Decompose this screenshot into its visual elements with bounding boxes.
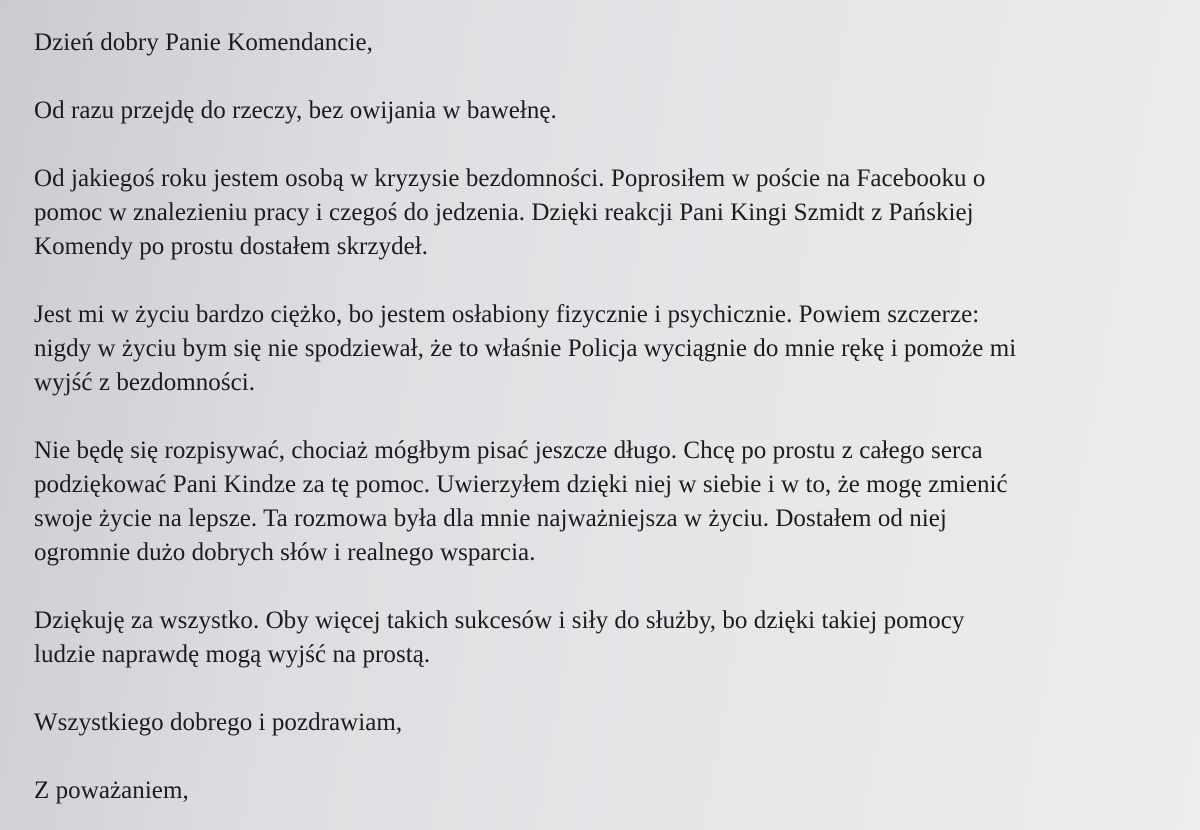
- closing-line: Wszystkiego dobrego i pozdrawiam,: [34, 709, 403, 736]
- letter-greeting: [34, 26, 1180, 60]
- paragraph-line: Dziękuję za wszystko. Oby więcej takich sukcesów i siły do służby, bo dzięki takiej pomocy: [34, 607, 965, 634]
- paragraph-line: Komendy po prostu dostałem skrzydeł.: [34, 233, 429, 260]
- paragraph-4: [34, 434, 1180, 570]
- paragraph-line: Od jakiegoś roku jestem osobą w kryzysie bezdomności. Poprosiłem w poście na Facebooku o: [34, 165, 986, 192]
- paragraph-2: [34, 162, 1180, 264]
- letter-signoff: [34, 774, 1180, 808]
- greeting-line: Dzień dobry Panie Komendancie,: [34, 29, 373, 56]
- paragraph-line: nigdy w życiu bym się nie spodziewał, że to właśnie Policja wyciągnie do mnie rękę i pomoże mi: [34, 335, 1017, 362]
- paragraph-line: ogromnie dużo dobrych słów i realnego wsparcia.: [34, 539, 536, 566]
- paragraph-line: Od razu przejdę do rzeczy, bez owijania w bawełnę.: [34, 97, 557, 124]
- paragraph-line: swoje życie na lepsze. Ta rozmowa była dla mnie najważniejsza w życiu. Dostałem od niej: [34, 505, 947, 532]
- paragraph-5: [34, 604, 1180, 672]
- paragraph-line: Jest mi w życiu bardzo ciężko, bo jestem osłabiony fizycznie i psychicznie. Powiem szczerze:: [34, 301, 980, 328]
- paragraph-line: pomoc w znalezieniu pracy i czegoś do jedzenia. Dzięki reakcji Pani Kingi Szmidt z Pańskiej: [34, 199, 974, 226]
- paragraph-line: ludzie naprawdę mogą wyjść na prostą.: [34, 641, 431, 668]
- paragraph-line: podziękować Pani Kindze za tę pomoc. Uwierzyłem dzięki niej w siebie i w to, że mogę zmienić: [34, 471, 1008, 498]
- paragraph-3: [34, 298, 1180, 400]
- paragraph-1: [34, 94, 1180, 128]
- paragraph-line: wyjść z bezdomności.: [34, 369, 256, 396]
- signoff-line: Z poważaniem,: [34, 777, 189, 804]
- paragraph-line: Nie będę się rozpisywać, chociaż mógłbym pisać jeszcze długo. Chcę po prostu z całego serca: [34, 437, 983, 464]
- letter-closing: [34, 706, 1180, 740]
